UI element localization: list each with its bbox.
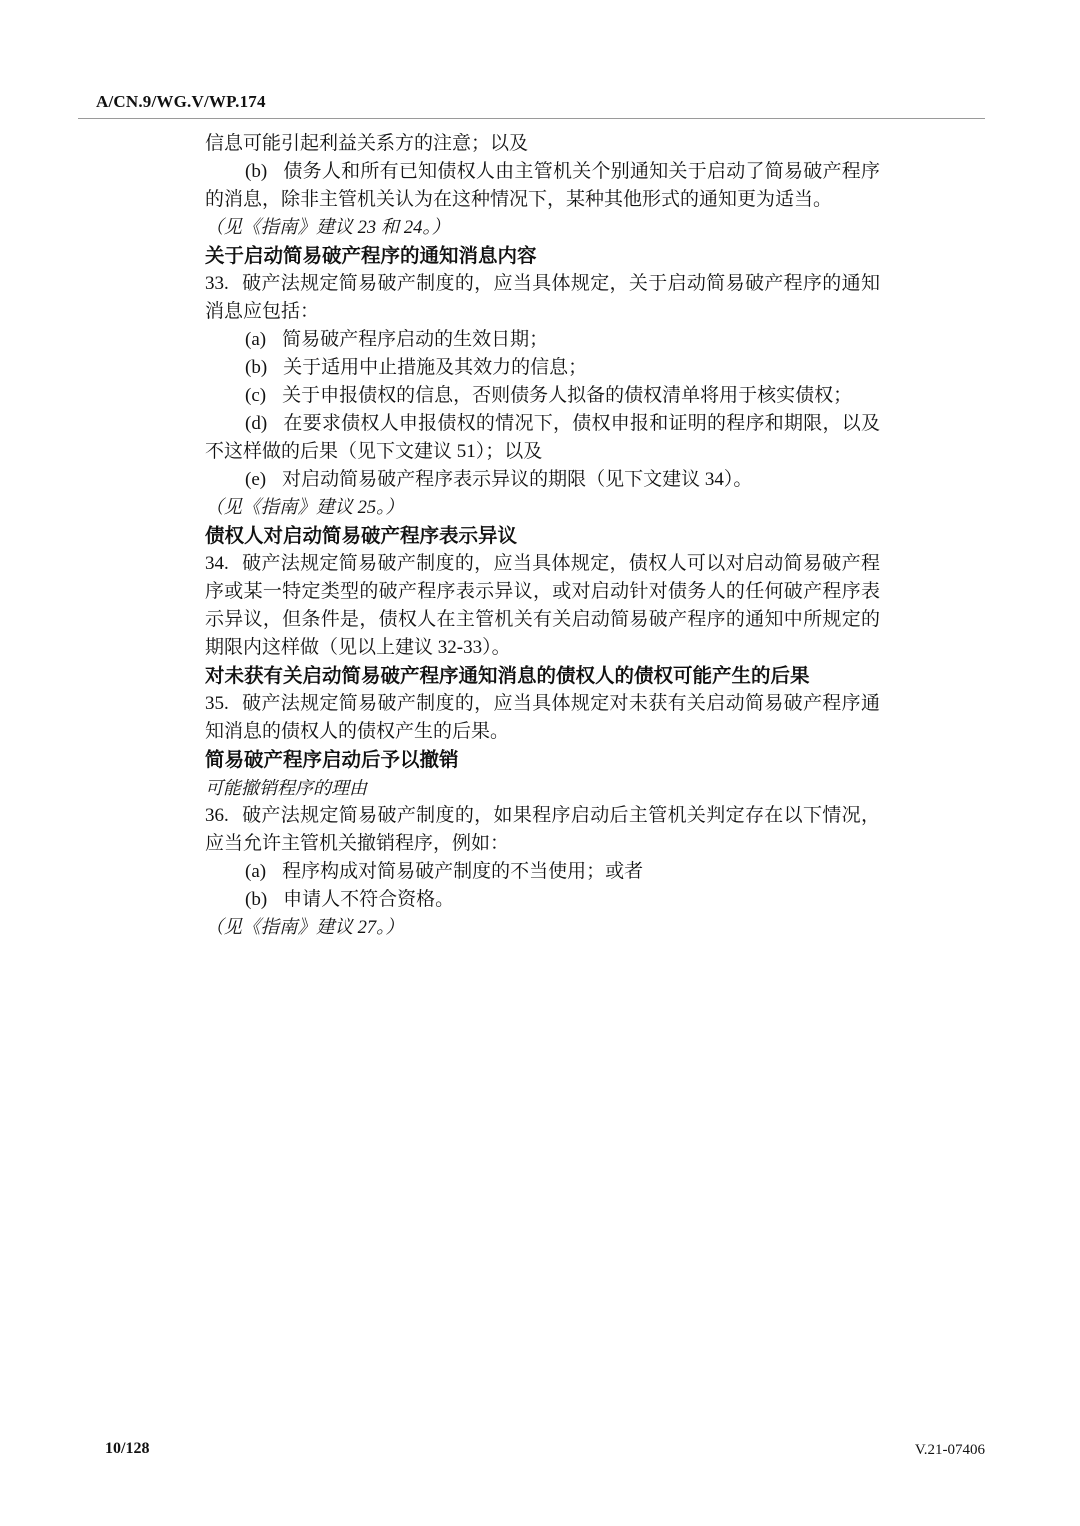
list-label: (b) <box>245 889 268 910</box>
list-label: (b) <box>245 357 268 378</box>
paragraph-number: 36. <box>205 805 229 826</box>
paragraph-text: 破产法规定简易破产制度的，应当具体规定对未获有关启动简易破产程序通知消息的债权人的债权产生的后果。 <box>205 693 880 742</box>
paragraph-text: 破产法规定简易破产制度的，应当具体规定，关于启动简易破产程序的通知消息应包括： <box>205 273 880 322</box>
paragraph-b <box>205 158 880 214</box>
list-item-b <box>205 354 880 382</box>
paragraph-number: 34. <box>205 553 229 574</box>
paragraph-number: 33. <box>205 273 229 294</box>
list-item-text: 在要求债权人申报债权的情况下，债权申报和证明的程序和期限，以及不这样做的后果（见下文建议 51）；以及 <box>205 413 880 462</box>
paragraph-text: 破产法规定简易破产制度的，应当具体规定，债权人可以对启动简易破产程序或某一特定类型的破产程序表示异议，或对启动针对债务人的任何破产程序表示异议，但条件是，债权人在主管机关有关启动简易破产程序的通知中所规定的期限内这样做（见以上建议 32-33）。 <box>205 553 880 658</box>
list-item-text: 关于申报债权的信息，否则债务人拟备的债权清单将用于核实债权； <box>282 385 853 406</box>
reference-note: （见《指南》建议 25。） <box>205 498 404 518</box>
section-heading-creditor-objection: 债权人对启动简易破产程序表示异议 <box>205 525 518 547</box>
paragraph-35 <box>205 690 880 746</box>
paragraph-text: 破产法规定简易破产制度的，如果程序启动后主管机关判定存在以下情况，应当允许主管机关撤销程序，例如： <box>205 805 880 854</box>
reference-note: （见《指南》建议 27。） <box>205 918 404 938</box>
list-label: (b) <box>245 161 268 182</box>
page-number: 10/128 <box>105 1440 150 1457</box>
sub-heading-dismissal-grounds: 可能撤销程序的理由 <box>205 778 367 798</box>
section-heading-notice-content: 关于启动简易破产程序的通知消息内容 <box>205 245 537 267</box>
doc-symbol: A/CN.9/WG.V/WP.174 <box>96 92 266 111</box>
paragraph-continuation: 信息可能引起利益关系方的注意；以及 <box>205 133 529 154</box>
list-item-text: 关于适用中止措施及其效力的信息； <box>283 357 588 378</box>
list-label: (a) <box>245 861 267 882</box>
list-item-a <box>205 326 880 354</box>
paragraph-number: 35. <box>205 693 229 714</box>
paragraph-34 <box>205 550 880 662</box>
paragraph-33 <box>205 270 880 326</box>
document-body <box>205 130 880 942</box>
list-item-e <box>205 466 880 494</box>
list-item-c <box>205 382 880 410</box>
section-heading-consequences: 对未获有关启动简易破产程序通知消息的债权人的债权可能产生的后果 <box>205 665 810 687</box>
list-item-b <box>205 886 880 914</box>
reference-note: （见《指南》建议 23 和 24。） <box>205 218 451 238</box>
list-item-d <box>205 410 880 466</box>
doc-id: V.21-07406 <box>914 1442 985 1458</box>
list-label: (c) <box>245 385 267 406</box>
list-item-a <box>205 858 880 886</box>
list-item-text: 程序构成对简易破产制度的不当使用；或者 <box>282 861 644 882</box>
paragraph-36 <box>205 802 880 858</box>
list-item-text: 简易破产程序启动的生效日期； <box>282 329 549 350</box>
list-label: (d) <box>245 413 268 434</box>
header-divider <box>78 118 985 119</box>
paragraph-text: 债务人和所有已知债权人由主管机关个别通知关于启动了简易破产程序的消息，除非主管机关认为在这种情况下，某种其他形式的通知更为适当。 <box>205 161 880 210</box>
list-label: (e) <box>245 469 267 490</box>
list-item-text: 对启动简易破产程序表示异议的期限（见下文建议 34）。 <box>282 469 753 490</box>
list-item-text: 申请人不符合资格。 <box>283 889 455 910</box>
list-label: (a) <box>245 329 267 350</box>
section-heading-dismissal: 简易破产程序启动后予以撤销 <box>205 749 459 771</box>
